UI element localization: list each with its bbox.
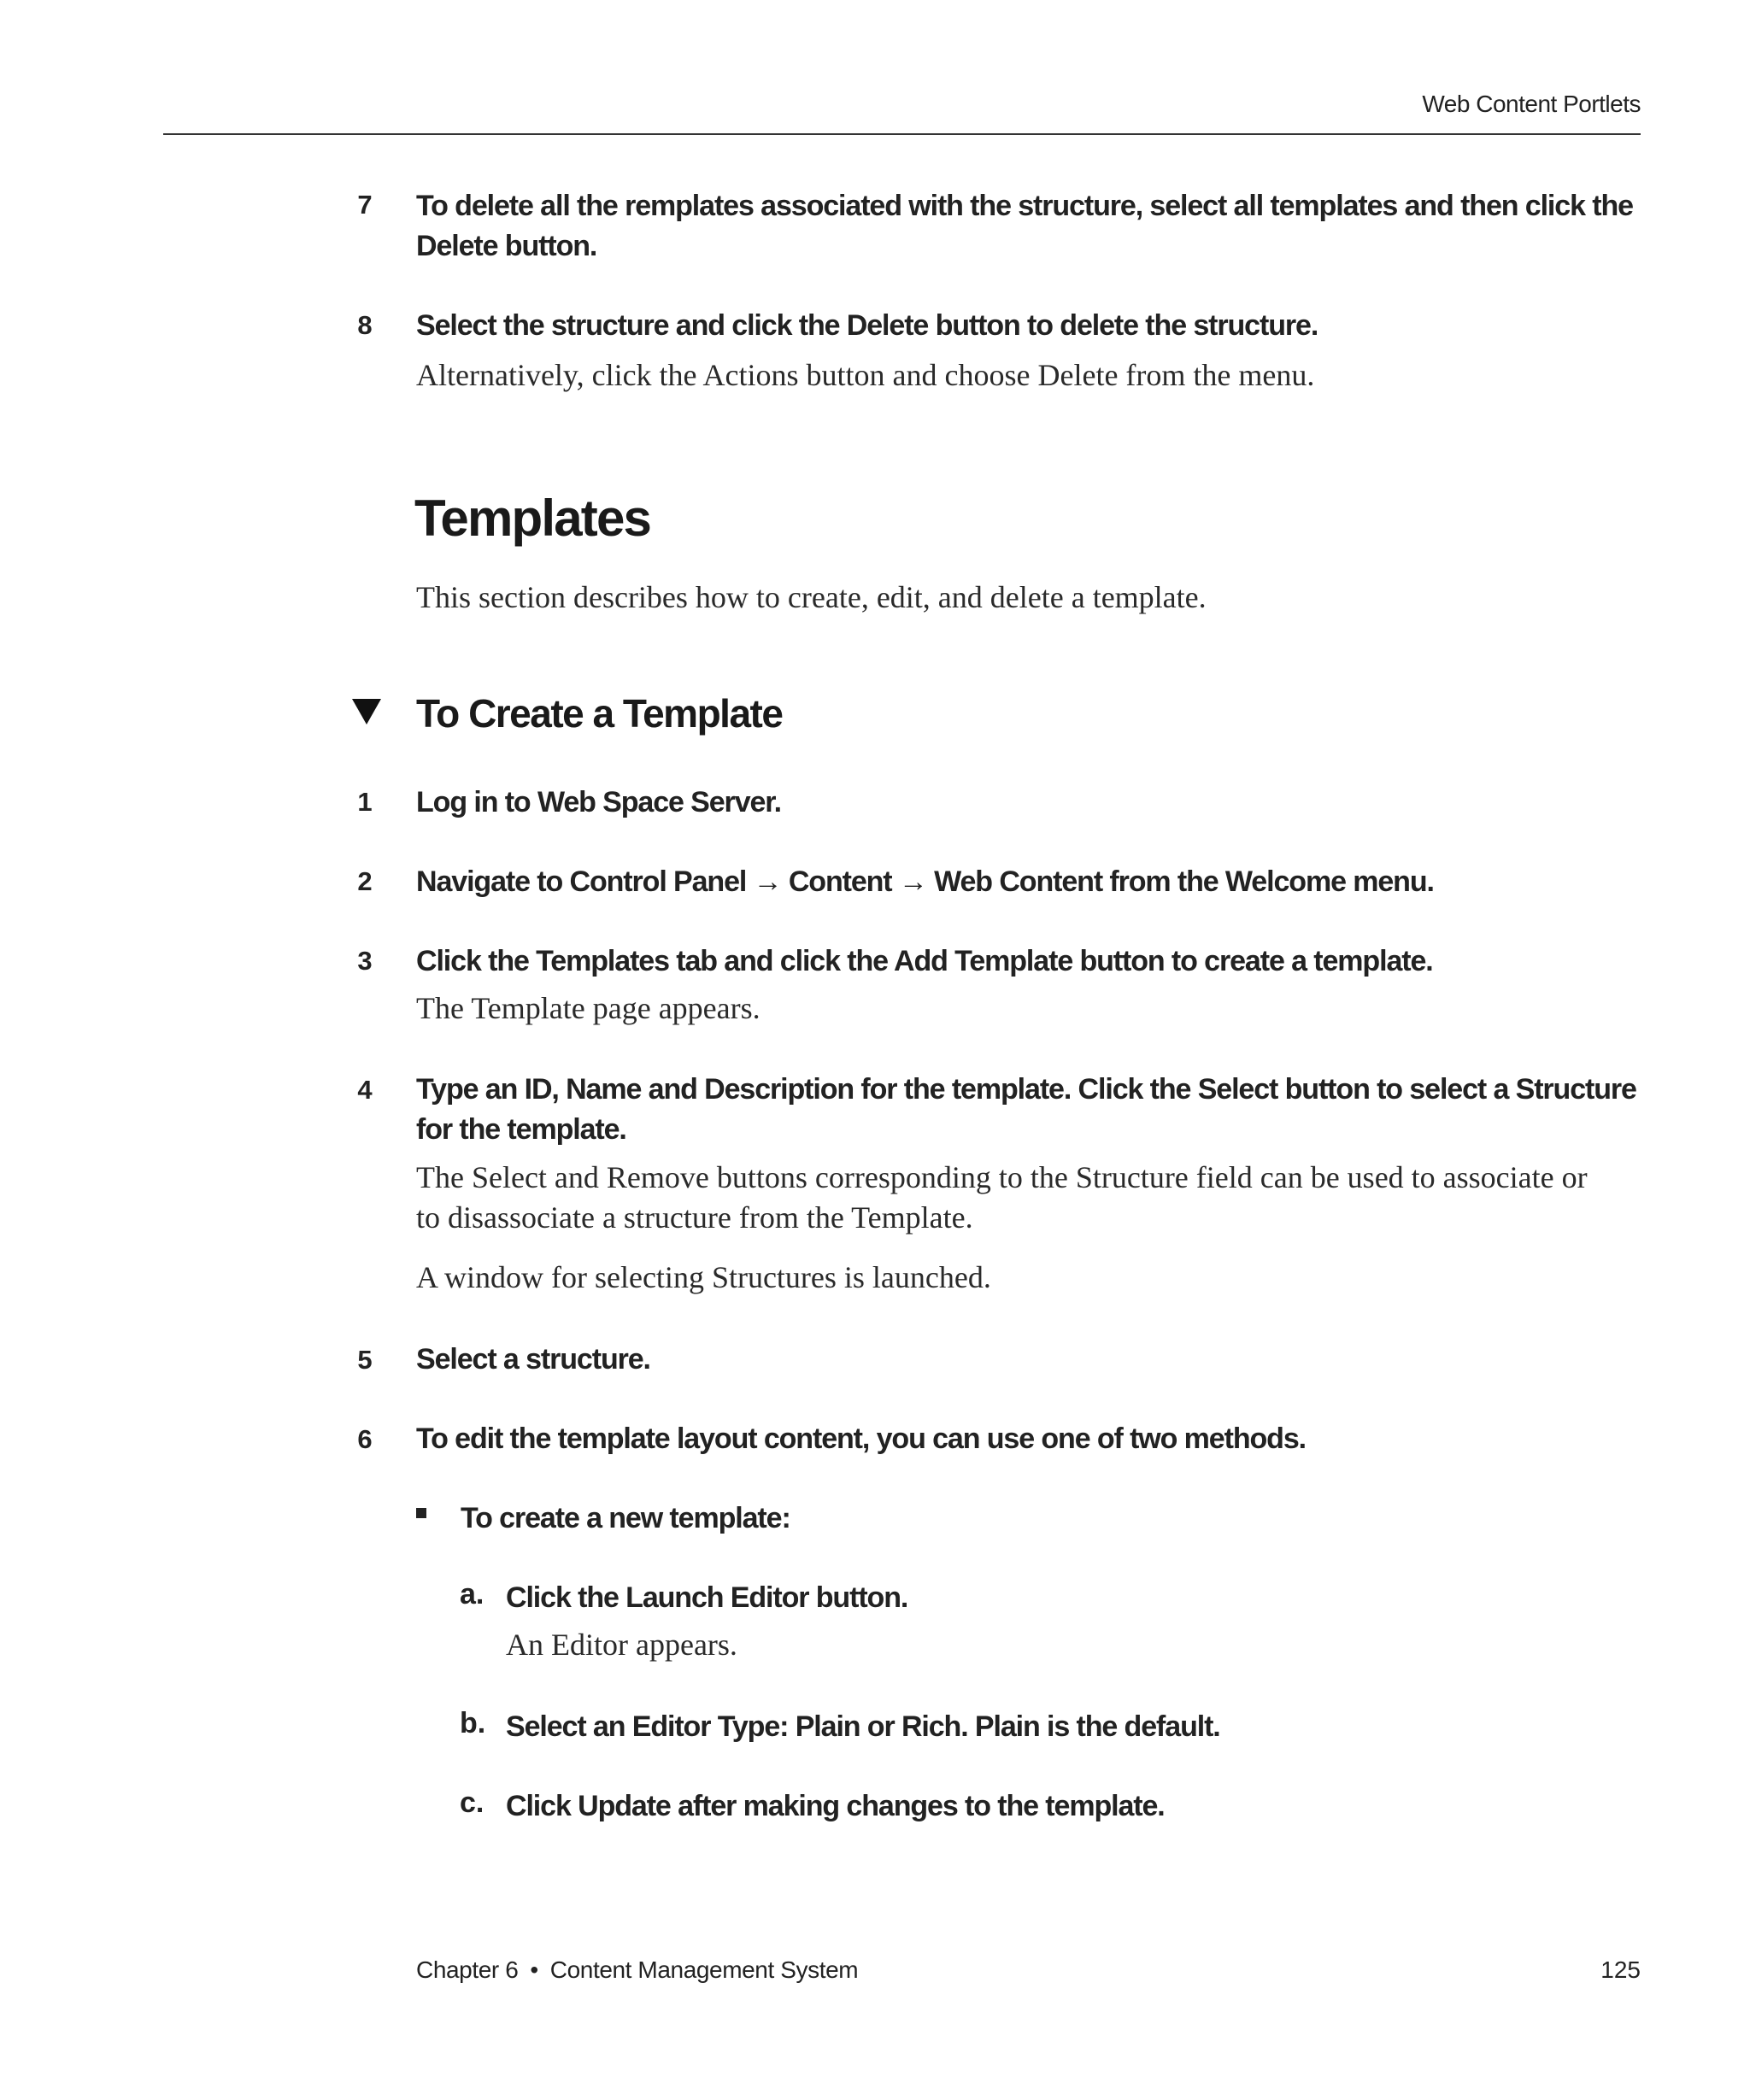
step-number: 3 xyxy=(357,946,373,976)
section-title: Templates xyxy=(414,490,651,547)
header-rule xyxy=(163,133,1641,135)
step-text-line: Delete button. xyxy=(416,230,597,262)
step-text: To edit the template layout content, you can use one of two methods. xyxy=(416,1422,1306,1455)
footer-chapter xyxy=(416,1956,858,1984)
step-text xyxy=(416,1070,1638,1150)
substep-text: Select an Editor Type: Plain or Rich. Plain is the default. xyxy=(506,1710,1220,1743)
step-number: 1 xyxy=(357,787,373,817)
bullet-text: To create a new template: xyxy=(461,1502,790,1534)
substep-text: Click Update after making changes to the template. xyxy=(506,1790,1165,1822)
step-note-line: The Select and Remove buttons corresponding to the Structure field can be used to associate or xyxy=(416,1160,1588,1194)
step-number: 2 xyxy=(357,866,373,896)
step-note: A window for selecting Structures is launched. xyxy=(416,1260,991,1294)
substep-text: Click the Launch Editor button. xyxy=(506,1581,908,1614)
running-header: Web Content Portlets xyxy=(1422,91,1641,117)
footer-chapter-number: Chapter 6 xyxy=(416,1956,519,1983)
step-number: 8 xyxy=(357,310,373,340)
step-text: Navigate to Control Panel → Content → Web Content from the Welcome menu. xyxy=(416,865,1434,898)
footer-chapter-title: Content Management System xyxy=(549,1956,859,1983)
section-intro: This section describes how to create, edit, and delete a template. xyxy=(416,580,1207,614)
step-text: Click the Templates tab and click the Add Template button to create a template. xyxy=(416,945,1433,977)
step-note: Alternatively, click the Actions button and choose Delete from the menu. xyxy=(416,358,1315,392)
step-text: Select the structure and click the Delete button to delete the structure. xyxy=(416,309,1318,342)
substep-label: a. xyxy=(460,1578,484,1610)
step-number: 4 xyxy=(357,1075,373,1105)
step-text xyxy=(416,186,1638,267)
step-number: 6 xyxy=(357,1424,373,1454)
step-text-line: To delete all the remplates associated with the structure, select all templates and then click the xyxy=(416,190,1633,222)
substep-note: An Editor appears. xyxy=(506,1628,737,1662)
step-note: The Template page appears. xyxy=(416,991,760,1025)
bullet-square-icon xyxy=(416,1508,426,1518)
footer-separator: • xyxy=(530,1956,538,1983)
step-text: Select a structure. xyxy=(416,1343,650,1376)
step-text-line: for the template. xyxy=(416,1113,626,1146)
step-number: 5 xyxy=(357,1345,373,1375)
substep-label: b. xyxy=(460,1707,486,1739)
page-number: 125 xyxy=(1600,1956,1641,1983)
step-note-line: to disassociate a structure from the Template. xyxy=(416,1200,973,1235)
procedure-title: To Create a Template xyxy=(416,691,783,736)
step-text: Log in to Web Space Server. xyxy=(416,786,781,818)
procedure-triangle-icon xyxy=(352,699,381,724)
step-note xyxy=(416,1158,1588,1238)
step-number: 7 xyxy=(357,190,373,220)
step-text-line: Type an ID, Name and Description for the template. Click the Select button to select a Structure xyxy=(416,1073,1636,1106)
substep-label: c. xyxy=(460,1786,484,1819)
